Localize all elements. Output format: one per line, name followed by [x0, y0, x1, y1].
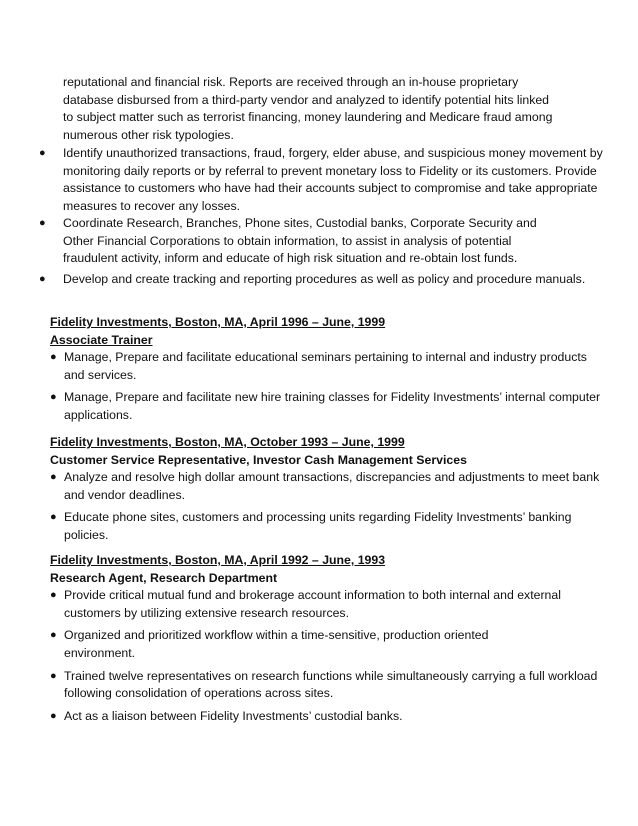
job-heading: Fidelity Investments, Boston, MA, April 1992 – June, 1993 [50, 553, 386, 567]
bullet-dot-icon: ● [50, 471, 57, 484]
intro-line: database disbursed from a third-party vendor and analyzed to identify potential hits linked [63, 92, 550, 107]
bullet-dot-icon: ● [50, 669, 57, 682]
job-bullet: ● Act as a liaison between Fidelity Investments’ custodial banks. [50, 708, 630, 726]
job-bullet: ● Manage, Prepare and facilitate educational seminars pertaining to internal and industry products and services. [50, 350, 587, 382]
bullet-dot-icon: ● [50, 511, 57, 524]
job-bullet: ● Educate phone sites, customers and processing units regarding Fidelity Investments’ banking policies. [50, 510, 572, 542]
job-bullet: ● Analyze and resolve high dollar amount transactions, discrepancies and adjustments to meet bank and vendor deadlines. [50, 470, 600, 502]
job-bullet: ● Manage, Prepare and facilitate new hire training classes for Fidelity Investments’ internal computer applications. [50, 390, 601, 422]
job-bullet: ● Trained twelve representatives on research functions while simultaneously carrying a full workload following consolidation of operations across sites. [50, 668, 598, 701]
intro-paragraph [63, 74, 611, 144]
intro-line: reputational and financial risk. Reports are received through an in-house proprietary [63, 75, 519, 89]
resume-page: reputational and financial risk. Reports are received through an in-house proprietary database disbursed from a third-party vendor and analyzed to identify potential hits linked to subject matter such as terrorist financing, money laundering and Medicare fraud among numerous other risk typologies. ● Identify unauthorized transactions, fraud, forgery, elder abuse, and suspicious money movement by monitoring daily reports or by referral to prevent monetary loss to Fidelity or its customers. Provide assistance to customers who have had their accounts subject to compromise and take appropriate measures to recover any losses. ● Coordinate Research, Branches, Phone sites, Custodial banks, Corporate Security and Other Financial Corporations to obtain information, to assist in analysis of potential fraudulent activity, inform and educate of high risk situation and re-obtain lost funds. ● Develop and create tracking and reporting procedures as well as policy and procedure manuals. Fidelity Investments, Boston, MA, April 1996 – June, 1999 Associate Trainer ● Manage, Prepare and facilitate educational seminars pertaining to internal and industry products and services. ● Manage, Prepare and facilitate new hire training classes for Fidelity Investments’ internal computer applications. Fidelity Investments, Boston, MA, October 1993 – June, 1999 Customer Service Representative, Investor Cash Management Services ● Analyze and resolve high dollar amount transactions, discrepancies and adjustments to meet bank and vendor deadlines. ● Educate phone sites, customers and processing units regarding Fidelity Investments’ banking policies. Fidelity Investments, Boston, MA, April 1992 – June, 1993 Research Agent, Research Department ● Provide critical mutual fund and brokerage account information to both internal and external customers by utilizing extensive research resources. ● Organized and prioritized workflow within a time-sensitive, production oriented environment. ● Trained twelve representatives on research functions while simultaneously carrying a full workload following consolidation of operations across sites. ● Act as a liaison between Fidelity Investments’ custodial banks. [0, 0, 638, 826]
job-bullet: ● Provide critical mutual fund and brokerage account information to both internal and external customers by utilizing extensive research resources. [50, 588, 561, 620]
bullet-dot-icon: ● [50, 351, 57, 364]
intro-line: to subject matter such as terrorist financing, money laundering and Medicare fraud among [63, 110, 553, 125]
bullet-dot-icon: ● [50, 629, 57, 642]
bullet-dot-icon: ● [39, 217, 46, 229]
job-section [50, 434, 630, 545]
bullet-dot-icon: ● [39, 273, 46, 285]
intro-line: numerous other risk typologies. [63, 127, 234, 142]
job-section [50, 552, 630, 725]
bullet-dot-icon: ● [39, 147, 46, 159]
bullet-dot-icon: ● [50, 391, 57, 404]
job-heading: Fidelity Investments, Boston, MA, April 1996 – June, 1999 [50, 315, 386, 329]
job-role: Customer Service Representative, Investor Cash Management Services [50, 452, 467, 467]
job-bullet: ● Organized and prioritized workflow within a time-sensitive, production oriented environment. [50, 628, 489, 660]
job-role: Associate Trainer [50, 332, 153, 347]
job-heading: Fidelity Investments, Boston, MA, October 1993 – June, 1999 [50, 435, 405, 449]
job-role: Research Agent, Research Department [50, 570, 278, 585]
bullet-dot-icon: ● [50, 589, 57, 602]
job-section [50, 314, 630, 425]
bullet-dot-icon: ● [50, 709, 57, 722]
